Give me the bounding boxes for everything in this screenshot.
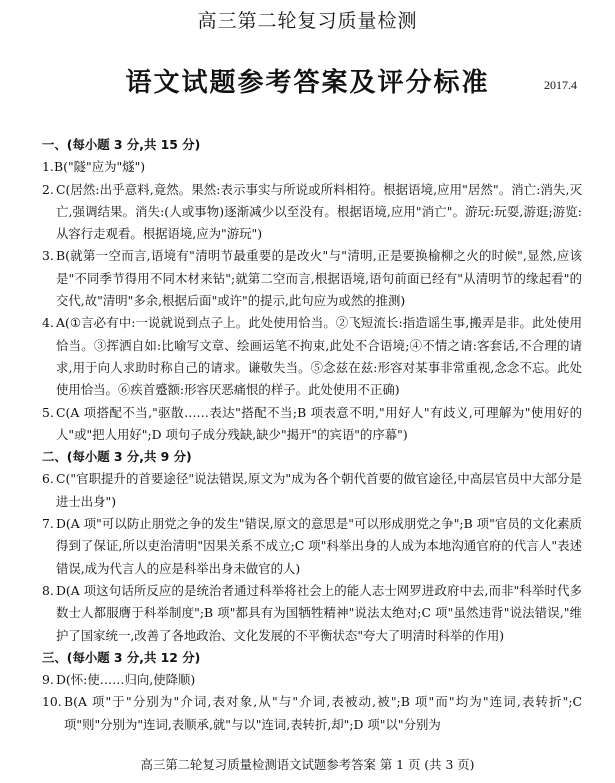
section-3-header: 三、(每小题 3 分,共 12 分)	[42, 649, 201, 665]
answer-item-2	[42, 179, 582, 246]
answer-item-6	[42, 468, 582, 513]
item-text: B(A 项"于"分别为"介词,表对象,从"与"介词,表被动,被";B 项"而"均为"连词,表转折";C 项"则"分别为"连词,表顺承,就"与以"连词,表转折,却";D 项"以"分别为	[64, 694, 582, 732]
page-title: 语文试题参考答案及评分标准	[125, 68, 490, 98]
item-number: 8.	[42, 582, 54, 598]
item-text: B("隧"应为"燧")	[54, 159, 146, 175]
answer-content	[42, 134, 582, 736]
answer-item-5	[42, 402, 582, 447]
item-text: D(A 项这句话所反应的是统治者通过科举将社会上的能人志士网罗进政府中去,而非"科举时代多数士人都服膺于科举制度";B 项"都具有为国牺牲精神"说法太绝对;C 项"虽然违背"说法错误,"维护了国家统一,改善了各地政治、文化发展的不平衡状态"夸大了明清时科举的作用)	[56, 582, 582, 643]
item-number: 6.	[42, 471, 54, 487]
item-text: C(居然:出乎意料,竟然。果然:表示事实与所说或所料相符。根据语境,应用"居然"。消亡:消失,灭亡,强调结果。消失:(人或事物)逐渐减少以至没有。根据语境,应用"消亡"。游玩:玩耍,游逛;游览:从容行走观看。根据语境,应为"游玩")	[56, 181, 582, 242]
answer-item-4	[42, 312, 582, 401]
item-number: 5.	[42, 404, 54, 420]
answer-item-9	[42, 669, 582, 691]
item-number: 4.	[42, 315, 54, 331]
exam-title: 高三第二轮复习质量检测	[197, 10, 418, 32]
item-number: 9.	[42, 672, 54, 688]
item-text: D(A 项"可以防止朋党之争的发生"错误,原文的意思是"可以形成朋党之争";B 项"官员的文化素质得到了保证,所以吏治清明"因果关系不成立;C 项"科举出身的人成为本地沟通官府的代言人"表述错误,成为代言人的应是科举出身未做官的人)	[56, 516, 582, 576]
answer-item-1	[42, 156, 582, 178]
item-number: 1.	[42, 159, 54, 175]
item-number: 10.	[42, 694, 62, 710]
section-2-header: 二、(每小题 3 分,共 9 分)	[42, 449, 192, 465]
section-1-header: 一、(每小题 3 分,共 15 分)	[42, 137, 201, 152]
item-text: A(①言必有中:一说就说到点子上。此处使用恰当。②飞短流长:指造谣生事,搬弄是非。此处使用恰当。③挥洒自如:比喻写文章、绘画运笔不拘束,此处不合语境;④不情之请:客套话,不合理的请求,用于向人求助时称自己的请求。谦敬失当。⑤念兹在兹:形容对某事非常重视,念念不忘。此处使用恰当。⑥疾首蹙额:形容厌恶痛恨的样子。此处使用不正确)	[56, 315, 582, 398]
item-number: 3.	[42, 248, 54, 264]
answer-item-3	[42, 245, 582, 312]
item-text: B(就第一空而言,语境有"清明节最重要的是改火"与"清明,正是要换榆柳之火的时候",显然,应该是"不同季节得用不同木材来钻";就第二空而言,根据语境,语句前面已经有"从清明节的缘起看"的交代,故"清明"多余,根据后面"或许"的提示,此句应为或然的推测)	[56, 248, 582, 309]
item-number: 7.	[42, 516, 54, 532]
date-label: 2017.4	[544, 78, 577, 92]
item-text: C(A 项搭配不当,"驱散……表达"搭配不当;B 项表意不明,"用好人"有歧义,可理解为"使用好的人"或"把人用好";D 项句子成分残缺,缺少"揭开"的宾语"的序幕")	[56, 404, 582, 442]
item-text: D(怀:使……归向,使降顺)	[56, 672, 196, 688]
answer-item-8	[42, 580, 582, 647]
answer-item-7	[42, 513, 582, 580]
answer-item-10	[42, 691, 582, 736]
item-number: 2.	[42, 181, 54, 197]
page-footer: 高三第二轮复习质量检测语文试题参考答案 第 1 页 (共 3 页)	[140, 757, 475, 772]
item-text: C("官职提升的首要途径"说法错误,原文为"成为各个朝代首要的做官途径,中高层官员中大部分是进士出身")	[56, 471, 582, 509]
